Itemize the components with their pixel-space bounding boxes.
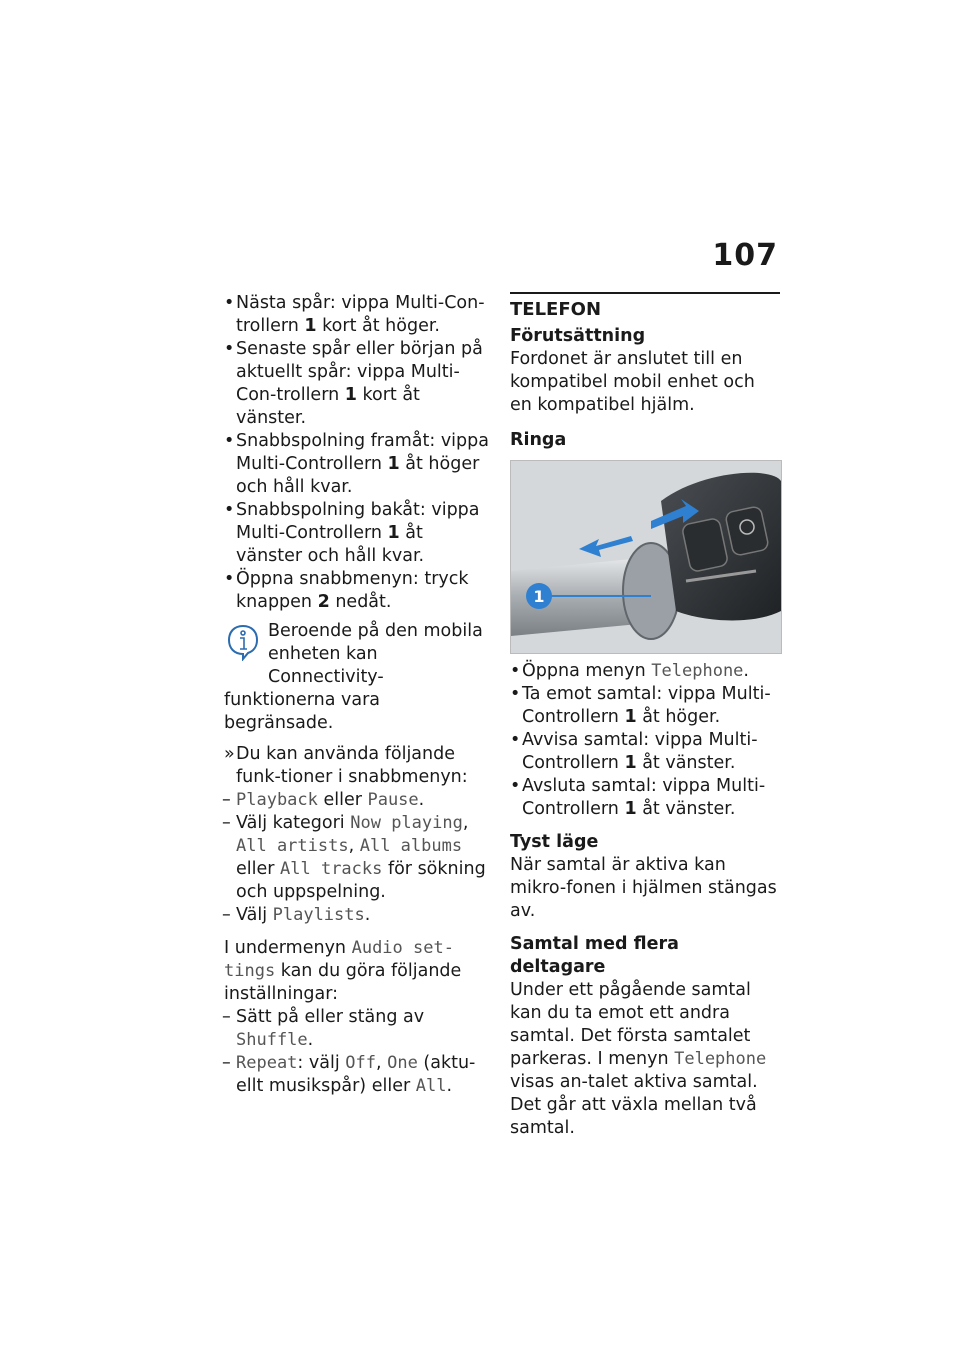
bullet-fast-forward: • Snabbspolning framåt: vippa Multi-Controllern 1 åt höger och håll kvar.	[224, 430, 494, 499]
bullet-next-track: • Nästa spår: vippa Multi-Con-trollern 1 kort åt höger.	[224, 292, 494, 338]
quiet-mode-text: När samtal är aktiva kan mikro-fonen i hjälmen stängas av.	[510, 855, 777, 921]
info-line-3: funktionerna vara begränsade.	[224, 690, 381, 733]
audio-settings-paragraph: I undermenyn Audio set-tings kan du göra följande inställningar:	[224, 938, 462, 1004]
bullet-quick-menu: • Öppna snabbmenyn: tryck knappen 2 nedåt.	[224, 568, 494, 614]
info-line-1: Beroende på den mobila	[268, 621, 483, 641]
page-number: 107	[712, 238, 778, 273]
bullet-rewind: • Snabbspolning bakåt: vippa Multi-Controllern 1 åt vänster och håll kvar.	[224, 499, 494, 568]
dash-repeat: – Repeat: välj Off, One (aktu-ellt musikspår) eller All.	[224, 1052, 494, 1098]
bullet-accept-call: • Ta emot samtal: vippa Multi-Controllern 1 åt höger.	[510, 683, 780, 729]
bullet-open-telephone: • Öppna menyn Telephone.	[510, 660, 780, 683]
section-title: TELEFON	[510, 299, 602, 320]
dash-playlists: – Välj Playlists.	[224, 904, 494, 927]
ring-title: Ringa	[510, 430, 567, 450]
handlebar-illustration	[511, 461, 781, 653]
dash-category: – Välj kategori Now playing, All artists, All albums eller All tracks för sökning och uppspelning.	[224, 812, 494, 904]
dash-playback: – Playback eller Pause.	[224, 789, 494, 812]
dash-shuffle: – Sätt på eller stäng av Shuffle.	[224, 1006, 494, 1052]
multi-call-title: Samtal med flera deltagare	[510, 934, 679, 977]
figure-callout-label: 1	[533, 587, 545, 606]
right-column	[510, 292, 780, 1140]
left-column	[224, 292, 494, 1098]
info-line-2: enheten kan Connectivity-	[268, 644, 384, 687]
quick-menu-intro: » Du kan använda följande funk-tioner i snabbmenyn:	[224, 743, 494, 789]
bullet-previous-track: • Senaste spår eller början på aktuellt spår: vippa Multi-Con-trollern 1 kort åt vänster.	[224, 338, 494, 430]
prereq-title: Förutsättning	[510, 326, 646, 346]
prereq-text: Fordonet är anslutet till en kompatibel mobil enhet och en kompatibel hjälm.	[510, 349, 755, 415]
info-note	[224, 620, 494, 735]
section-rule	[510, 292, 780, 294]
info-icon	[226, 623, 260, 661]
bullet-reject-call: • Avvisa samtal: vippa Multi-Controllern 1 åt vänster.	[510, 729, 780, 775]
quiet-mode-title: Tyst läge	[510, 832, 599, 852]
bullet-end-call: • Avsluta samtal: vippa Multi-Controllern 1 åt vänster.	[510, 775, 780, 821]
handlebar-controller-image	[510, 460, 782, 654]
multi-call-text: Under ett pågående samtal kan du ta emot ett andra samtal. Det första samtalet parkeras. I menyn Telephone visas an-talet aktiva samtal. Det går att växla mellan två samtal.	[510, 980, 767, 1138]
